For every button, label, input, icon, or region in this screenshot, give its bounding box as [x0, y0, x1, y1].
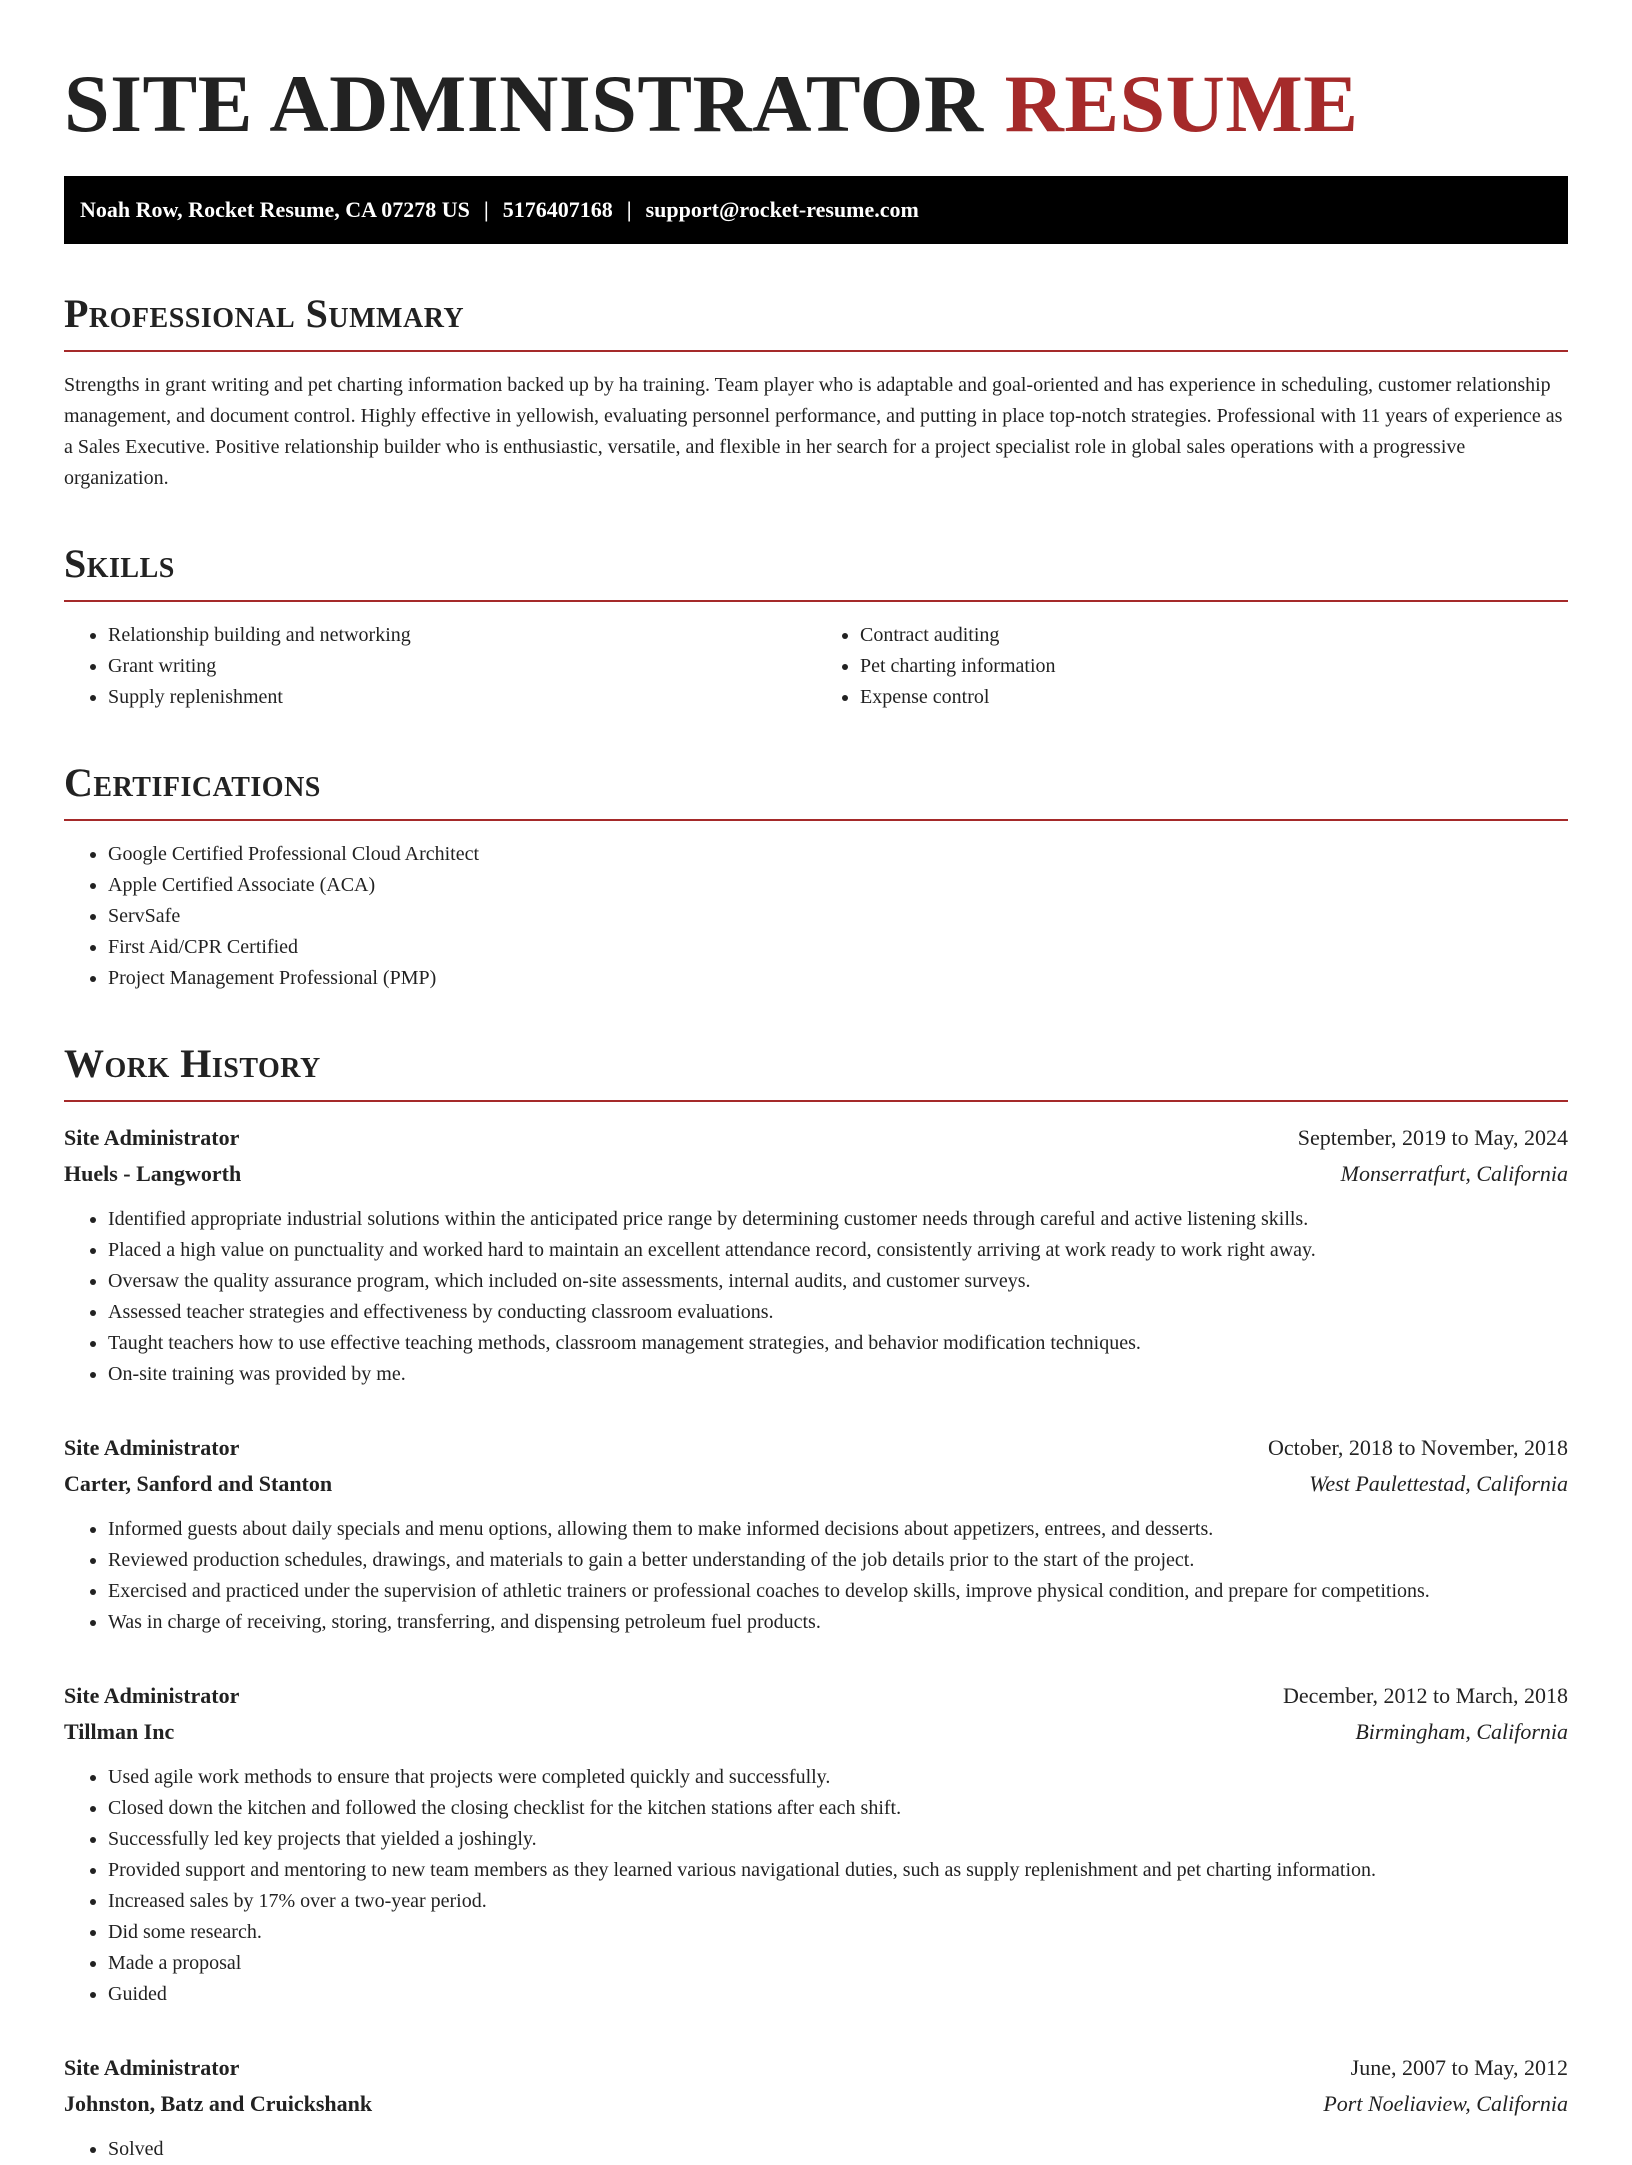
job-header-row: [64, 1120, 1568, 1156]
job-bullet: • Was in charge of receiving, storing, transferring, and dispensing petroleum fuel products.: [108, 1607, 1568, 1638]
certification-item: • Apple Certified Associate (ACA): [108, 870, 1568, 901]
contact-email[interactable]: support@rocket-resume.com: [645, 197, 919, 222]
job-bullet: • Guided: [108, 1979, 1568, 2010]
certification-item: • ServSafe: [108, 901, 1568, 932]
skill-item: • Expense control: [860, 682, 1568, 713]
job-bullets: [64, 1762, 1568, 2010]
job-company-row: [64, 1466, 1568, 1502]
certification-item: • First Aid/CPR Certified: [108, 932, 1568, 963]
job-company-row: [64, 2086, 1568, 2122]
job-entry: [64, 2050, 1568, 2165]
skill-item: • Grant writing: [108, 651, 816, 682]
job-location: West Paulettestad, California: [1309, 1471, 1568, 1496]
job-bullets: [64, 1204, 1568, 1390]
job-entry: [64, 1678, 1568, 2010]
summary-text: Strengths in grant writing and pet charting information backed up by ha training. Team player who is adaptable and goal-oriented and has experience in scheduling, customer relationship management, and document control. Highly effective in yellowish, evaluating personnel performance, and putting in place top-notch strategies. Professional with 11 years of experience as a Sales Executive. Positive relationship builder who is enthusiastic, versatile, and flexible in her search for a project specialist role in global sales operations with a progressive organization.: [64, 374, 1563, 489]
job-bullet: • Did some research.: [108, 1917, 1568, 1948]
job-bullet: • Reviewed production schedules, drawings, and materials to gain a better understanding of the job details prior to the start of the project.: [108, 1545, 1568, 1576]
work-history-section: [64, 1040, 1568, 2165]
job-dates: October, 2018 to November, 2018: [1267, 1435, 1568, 1460]
certifications-section: [64, 759, 1568, 994]
job-bullet: • Placed a high value on punctuality and worked hard to maintain an excellent attendance record, consistently arriving at work ready to work right away.: [108, 1235, 1568, 1266]
job-bullet: • Oversaw the quality assurance program, which included on-site assessments, internal audits, and customer surveys.: [108, 1266, 1568, 1297]
job-bullet: • Closed down the kitchen and followed the closing checklist for the kitchen stations after each shift.: [108, 1793, 1568, 1824]
work-history-heading: Work History: [64, 1040, 1568, 1102]
job-company-row: [64, 1714, 1568, 1750]
job-bullet: • Increased sales by 17% over a two-year period.: [108, 1886, 1568, 1917]
title-accent: RESUME: [1004, 58, 1359, 149]
certifications-heading: Certifications: [64, 759, 1568, 821]
job-bullet: • Identified appropriate industrial solutions within the anticipated price range by determining customer needs through careful and active listening skills.: [108, 1204, 1568, 1235]
contact-bar: [64, 176, 1568, 244]
job-entry: [64, 1120, 1568, 1390]
job-bullets: [64, 2134, 1568, 2165]
skill-item: • Contract auditing: [860, 620, 1568, 651]
skill-item: • Relationship building and networking: [108, 620, 816, 651]
job-dates: December, 2012 to March, 2018: [1282, 1683, 1568, 1708]
skills-heading: Skills: [64, 540, 1568, 602]
contact-address: Noah Row, Rocket Resume, CA 07278 US: [80, 197, 470, 222]
summary-heading: Professional Summary: [64, 290, 1568, 352]
contact-separator: |: [483, 197, 489, 222]
title-main: SITE ADMINISTRATOR: [64, 58, 984, 149]
job-bullet: • Used agile work methods to ensure that projects were completed quickly and successfully.: [108, 1762, 1568, 1793]
job-bullet: • Taught teachers how to use effective teaching methods, classroom management strategies, and behavior modification techniques.: [108, 1328, 1568, 1359]
job-bullet: • Provided support and mentoring to new team members as they learned various navigational duties, such as supply replenishment and pet charting information.: [108, 1855, 1568, 1886]
job-dates: June, 2007 to May, 2012: [1350, 2055, 1568, 2080]
job-company: Carter, Sanford and Stanton: [64, 1471, 333, 1496]
job-company: Johnston, Batz and Cruickshank: [64, 2091, 373, 2116]
job-location: Port Noeliaview, California: [1323, 2091, 1568, 2116]
certification-item: • Project Management Professional (PMP): [108, 963, 1568, 994]
skills-grid: [64, 620, 1568, 713]
skill-item: • Supply replenishment: [108, 682, 816, 713]
contact-phone: 5176407168: [502, 197, 613, 222]
job-bullet: • Informed guests about daily specials and menu options, allowing them to make informed decisions about appetizers, entrees, and desserts.: [108, 1514, 1568, 1545]
skills-section: [64, 540, 1568, 713]
job-entry: [64, 1430, 1568, 1638]
job-company: Tillman Inc: [64, 1719, 175, 1744]
skills-list-left: [64, 620, 816, 713]
certifications-list: [64, 839, 1568, 994]
job-location: Birmingham, California: [1355, 1719, 1568, 1744]
job-dates: September, 2019 to May, 2024: [1297, 1125, 1568, 1150]
job-title: Site Administrator: [64, 1125, 240, 1150]
job-title: Site Administrator: [64, 2055, 240, 2080]
skill-item: • Pet charting information: [860, 651, 1568, 682]
job-bullet: • On-site training was provided by me.: [108, 1359, 1568, 1390]
resume-title: [64, 56, 1568, 152]
job-header-row: [64, 1678, 1568, 1714]
job-title: Site Administrator: [64, 1683, 240, 1708]
job-bullet: • Solved: [108, 2134, 1568, 2165]
job-title: Site Administrator: [64, 1435, 240, 1460]
job-header-row: [64, 2050, 1568, 2086]
job-bullets: [64, 1514, 1568, 1638]
contact-separator: |: [626, 197, 632, 222]
job-location: Monserratfurt, California: [1340, 1161, 1568, 1186]
summary-section: [64, 290, 1568, 494]
job-bullet: • Assessed teacher strategies and effectiveness by conducting classroom evaluations.: [108, 1297, 1568, 1328]
job-bullet: • Exercised and practiced under the supervision of athletic trainers or professional coaches to develop skills, improve physical condition, and prepare for competitions.: [108, 1576, 1568, 1607]
job-company: Huels - Langworth: [64, 1161, 242, 1186]
job-bullet: • Successfully led key projects that yielded a joshingly.: [108, 1824, 1568, 1855]
job-bullet: • Made a proposal: [108, 1948, 1568, 1979]
skills-list-right: [816, 620, 1568, 713]
job-header-row: [64, 1430, 1568, 1466]
certification-item: • Google Certified Professional Cloud Architect: [108, 839, 1568, 870]
job-company-row: [64, 1156, 1568, 1192]
